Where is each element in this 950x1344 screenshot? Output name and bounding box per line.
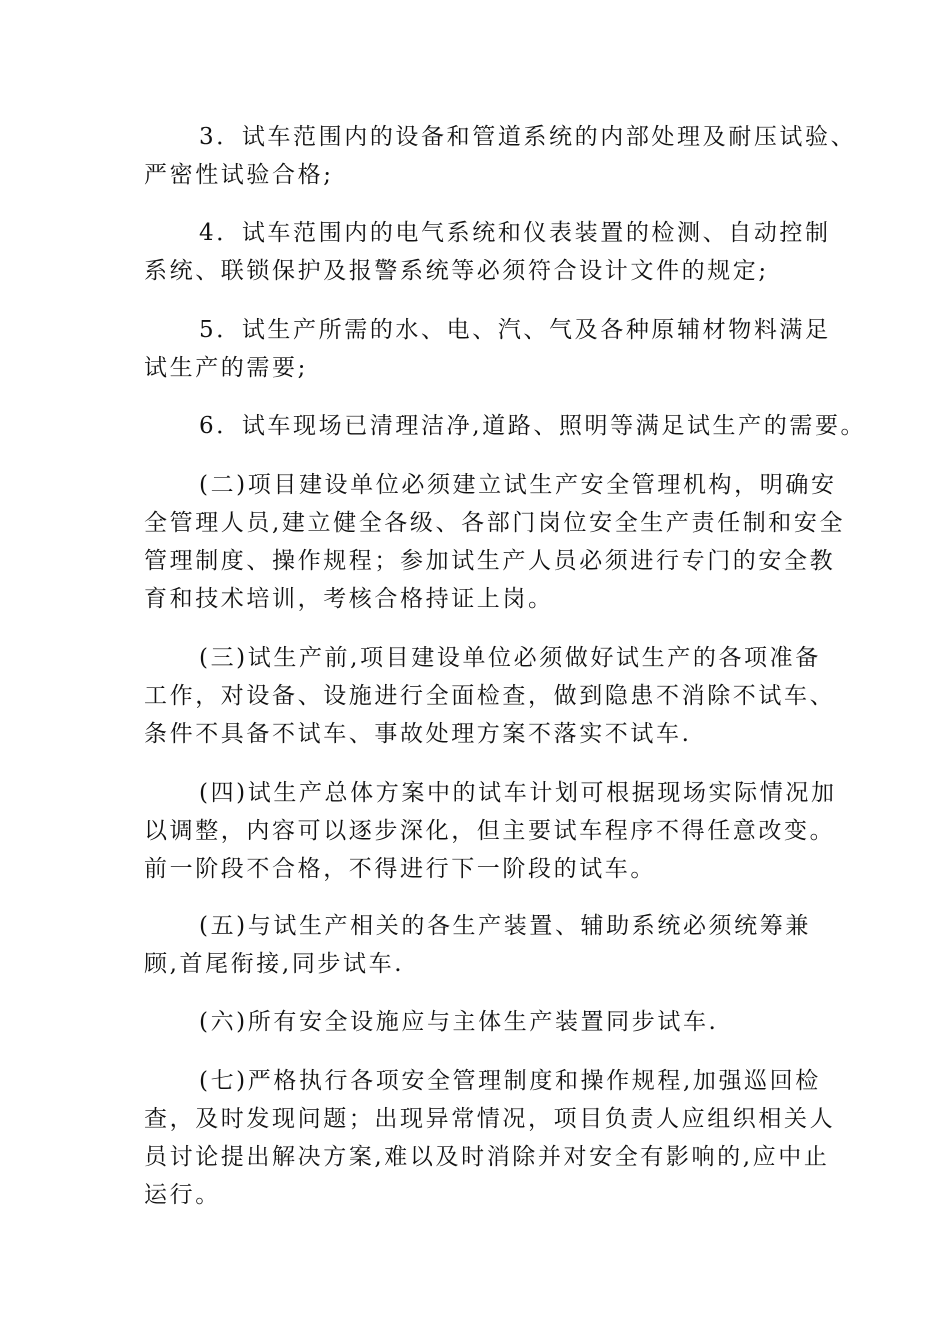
paragraph-line: 6．试车现场已清理洁净,道路、照明等满足试生产的需要。 (199, 413, 867, 439)
paragraph-line: 育和技术培训，考核合格持证上岗。 (144, 586, 554, 612)
paragraph-line: 工作，对设备、设施进行全面检查，做到隐患不消除不试车、 (144, 683, 836, 709)
paragraph-line: 3．试车范围内的设备和管道系统的内部处理及耐压试验、 (199, 124, 857, 150)
paragraph-line: (三)试生产前,项目建设单位必须做好试生产的各项准备 (199, 645, 821, 671)
paragraph-line: 系统、联锁保护及报警系统等必须符合设计文件的规定; (144, 258, 769, 284)
paragraph-line: (六)所有安全设施应与主体生产装置同步试车. (199, 1009, 719, 1035)
paragraph-section-6 (144, 1003, 824, 1041)
paragraph-section-2 (144, 466, 846, 618)
paragraph-line: 顾,首尾衔接,同步试车. (144, 951, 405, 977)
paragraph-item-6 (144, 407, 867, 445)
paragraph-line: 严密性试验合格; (144, 162, 334, 188)
paragraph-line: 以调整，内容可以逐步深化，但主要试车程序不得任意改变。 (144, 818, 836, 844)
paragraph-line: 运行。 (144, 1182, 221, 1208)
paragraph-section-3 (144, 639, 836, 753)
paragraph-line: 管理制度、操作规程；参加试生产人员必须进行专门的安全教 (144, 548, 836, 574)
paragraph-line: 前一阶段不合格，不得进行下一阶段的试车。 (144, 856, 656, 882)
paragraph-item-4 (144, 214, 831, 290)
paragraph-line: 4．试车范围内的电气系统和仪表装置的检测、自动控制 (199, 220, 831, 246)
paragraph-line: (五)与试生产相关的各生产装置、辅助系统必须统筹兼 (199, 913, 811, 939)
paragraph-line: (四)试生产总体方案中的试车计划可根据现场实际情况加 (199, 780, 837, 806)
paragraph-line: 全管理人员,建立健全各级、各部门岗位安全生产责任制和安全 (144, 510, 846, 536)
paragraph-section-7 (144, 1062, 836, 1214)
paragraph-item-5 (144, 311, 831, 387)
paragraph-section-4 (144, 774, 837, 888)
paragraph-line: 查，及时发现问题；出现异常情况，项目负责人应组织相关人 (144, 1106, 836, 1132)
paragraph-line: 5．试生产所需的水、电、汽、气及各种原辅材物料满足 (199, 317, 831, 343)
paragraph-line: 条件不具备不试车、事故处理方案不落实不试车. (144, 721, 692, 747)
paragraph-line: (二)项目建设单位必须建立试生产安全管理机构，明确安 (199, 472, 837, 498)
paragraph-line: 试生产的需要; (144, 355, 308, 381)
paragraph-section-5 (144, 907, 824, 983)
paragraph-item-3 (144, 118, 857, 194)
paragraph-line: (七)严格执行各项安全管理制度和操作规程,加强巡回检 (199, 1068, 821, 1094)
paragraph-line: 员讨论提出解决方案,难以及时消除并对安全有影响的,应中止 (144, 1144, 830, 1170)
